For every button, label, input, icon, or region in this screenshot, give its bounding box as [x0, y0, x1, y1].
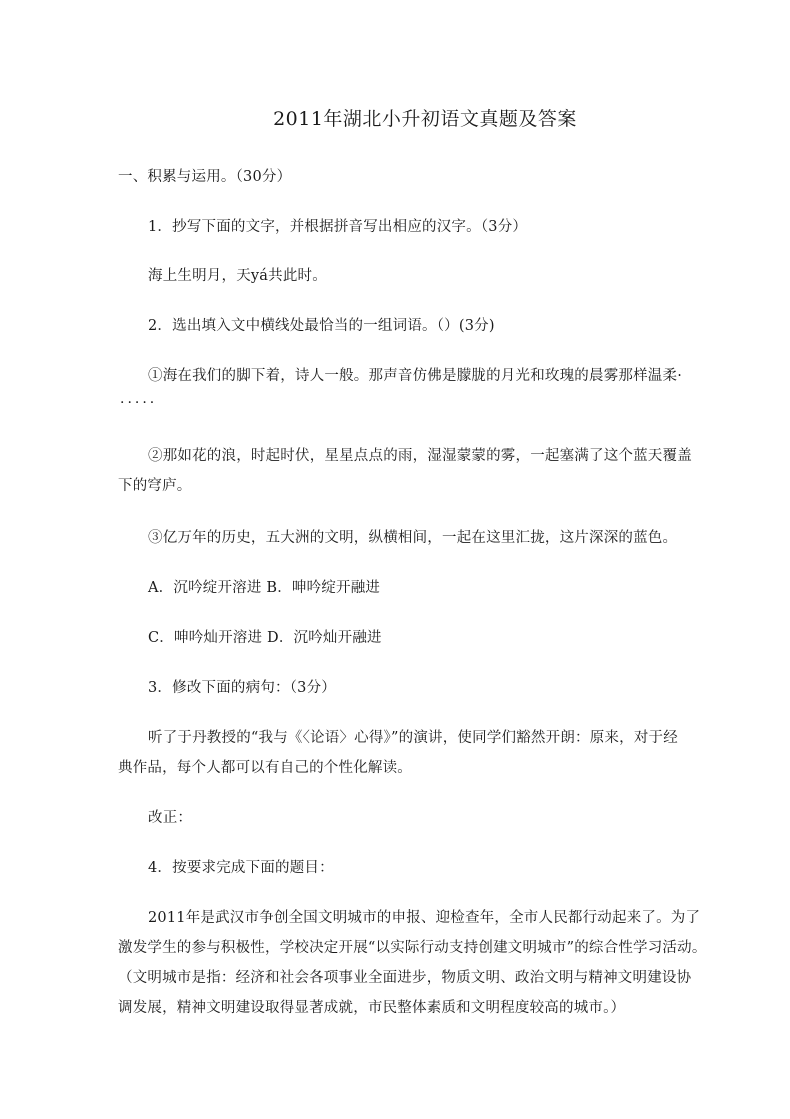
question-2-options-ab: A．沉吟绽开溶进 B．呻吟绽开融进 — [148, 580, 381, 596]
question-2-options-cd: C．呻吟灿开溶进 D．沉吟灿开融进 — [148, 630, 382, 646]
question-3-sentence-line-1: 听了于丹教授的“我与《〈论语〉心得》”的演讲，使同学们豁然开朗：原来，对于经 — [148, 730, 678, 746]
question-4-paragraph-line-2: 激发学生的参与积极性，学校决定开展“以实际行动支持创建文明城市”的综合性学习活动。 — [118, 940, 707, 956]
question-4-paragraph-line-3: （文明城市是指：经济和社会各项事业全面进步，物质文明、政治文明与精神文明建设协 — [118, 970, 692, 986]
question-3-correction-label: 改正： — [148, 810, 193, 826]
question-1-prompt: 1．抄写下面的文字，并根据拼音写出相应的汉字。（3分） — [148, 219, 528, 235]
question-2-sentence-3: ③亿万年的历史，五大洲的文明，纵横相间，一起在这里汇拢，这片深深的蓝色。 — [148, 530, 678, 546]
question-2-prompt: 2．选出填入文中横线处最恰当的一组词语。（）(3分) — [148, 318, 495, 334]
question-2-sentence-1-continuation: ····· — [120, 395, 158, 411]
question-4-paragraph-line-4: 调发展，精神文明建设取得显著成就，市民整体素质和文明程度较高的城市。） — [118, 1000, 626, 1016]
question-2-sentence-1: ①海在我们的脚下着，诗人一般。那声音仿佛是朦胧的月光和玫瑰的晨雾那样温柔· — [148, 368, 683, 384]
question-2-sentence-2-line-1: ②那如花的浪，时起时伏，星星点点的雨，湿湿蒙蒙的雾，一起塞满了这个蓝天覆盖 — [148, 448, 692, 464]
question-4-prompt: 4．按要求完成下面的题目： — [148, 860, 334, 876]
question-1-text: 海上生明月，天yá共此时。 — [148, 268, 327, 284]
document-title: 2011年湖北小升初语文真题及答案 — [273, 108, 577, 130]
question-4-paragraph-line-1: 2011年是武汉市争创全国文明城市的申报、迎检查年，全市人民都行动起来了。为了 — [148, 910, 701, 926]
question-2-sentence-2-line-2: 下的穹庐。 — [118, 478, 192, 494]
question-3-sentence-line-2: 典作品，每个人都可以有自己的个性化解读。 — [118, 760, 412, 776]
section-heading: 一、积累与运用。（30分） — [118, 169, 292, 185]
question-3-prompt: 3．修改下面的病句：（3分） — [148, 680, 336, 696]
